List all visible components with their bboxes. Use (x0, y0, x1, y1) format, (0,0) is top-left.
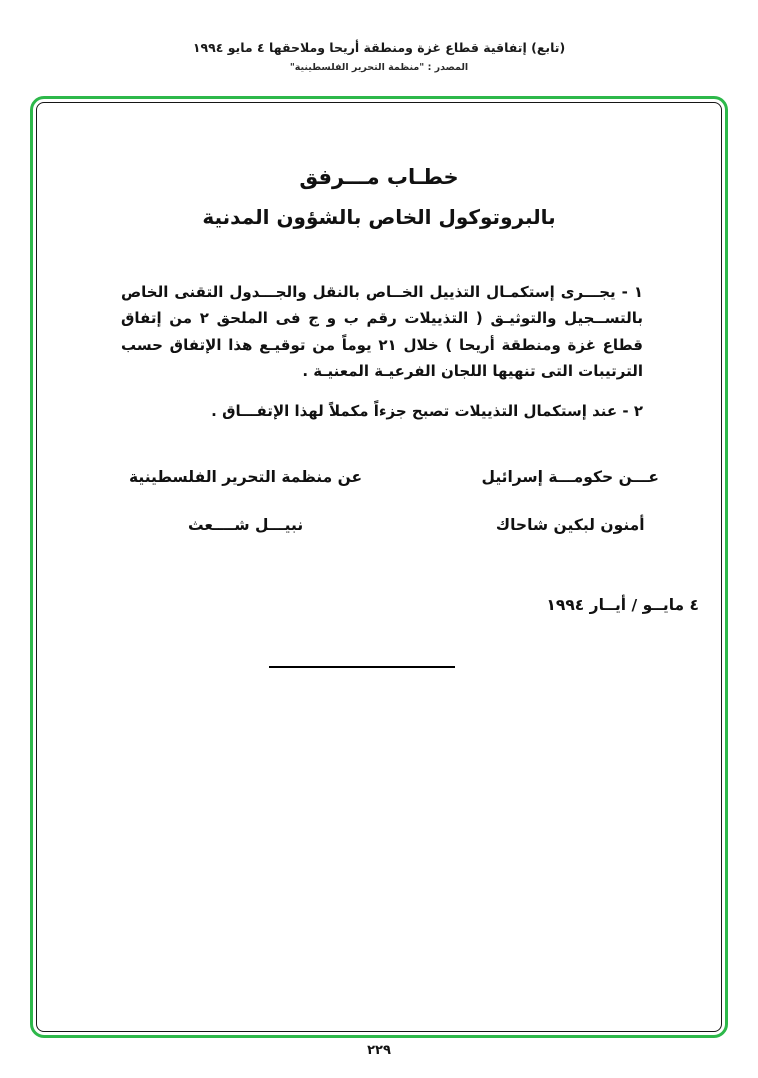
signature-party-israel: عـــن حكومـــة إسرائيل (481, 468, 659, 487)
letter-subtitle: بالبروتوكول الخاص بالشؤون المدنية (202, 205, 556, 229)
letter-title: خطـاب مـــرفق (299, 165, 459, 189)
signature-party-plo: عن منظمة التحرير الفلسطينية (129, 468, 363, 487)
signature-plo (129, 468, 362, 534)
date-line: ٤ مايــو / أيــار ١٩٩٤ (546, 596, 699, 615)
page-header (0, 40, 758, 73)
signature-israel (481, 468, 659, 534)
signature-name-plo: نبيـــل شــــعث (187, 516, 304, 535)
header-source: المصدر : "منظمة التحرير الفلسطينية" (289, 62, 469, 73)
signature-block (37, 468, 721, 534)
document-frame-inner (36, 102, 722, 1032)
paragraph-1: ١ - يجـــرى إستكمـال التذييل الخــاص بالنقل والجـــدول التقنى الخاص بالتســجيل والتوثيـق ( التذييلات رقم ب و ج فى الملحق ٢ من إتفاق قطاع غزة ومنطقة أريحا ) خلال ٢١ يوماً من توقيـع هذا الإتفاق حسب الترتيبات التى تنهيها اللجان الفرعيـة المعنيـة . (121, 283, 644, 380)
signature-name-israel: أمنون لبكين شاحاك (495, 516, 645, 535)
paragraph-2: ٢ - عند إستكمال التذييلات تصبح جزءاً مكملاً لهذا الإتفـــاق . (211, 402, 643, 420)
header-title: (تابع) إتفاقية قطاع غزة ومنطقة أريحا وملاحقها ٤ مايو ١٩٩٤ (192, 40, 566, 55)
page-number: ٢٢٩ (367, 1043, 391, 1058)
signature-line (269, 666, 455, 668)
document-frame (30, 96, 728, 1038)
signature-line-wrap (37, 666, 721, 668)
letter-body (121, 279, 643, 424)
